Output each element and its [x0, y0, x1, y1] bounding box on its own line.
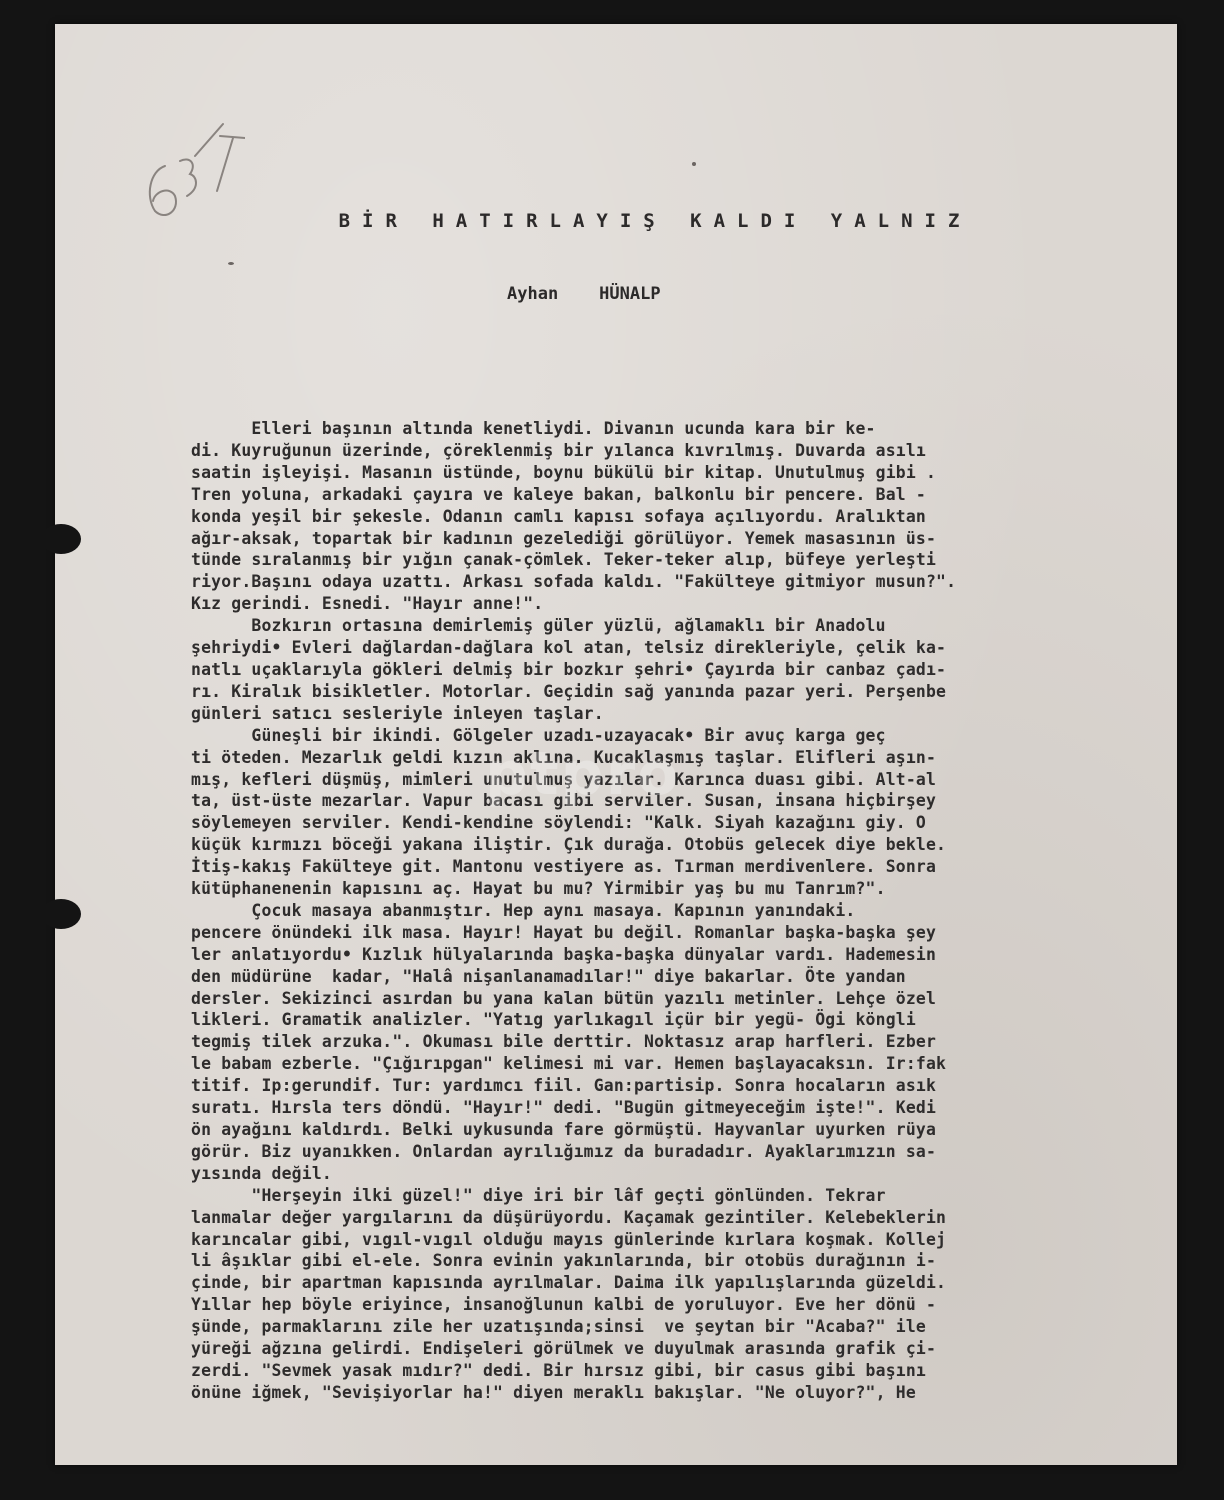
author-line: [507, 284, 661, 304]
text-line: "Herşeyin ilki güzel!" diye iri bir lâf geçti gönlünden. Tekrar: [191, 1185, 886, 1205]
text-line: le babam ezberle. "Çığırıpgan" kelimesi mi var. Hemen başlayacaksın. Ir:fak: [191, 1054, 947, 1074]
text-line: görür. Biz uyanıkken. Onlardan ayrılığımız da buradadır. Ayaklarımızın sa-: [191, 1141, 937, 1161]
author-first-name: Ayhan: [507, 284, 559, 304]
body-text: [191, 418, 1151, 1404]
text-line: ti öteden. Mezarlık geldi kızın aklına. Kucaklaşmış taşlar. Elifleri aşın-: [191, 747, 937, 767]
text-line: suratı. Hırsla ters döndü. "Hayır!" dedi. "Bugün gitmeyeceğim işte!". Kedi: [191, 1098, 937, 1118]
text-line: rı. Kiralık bisikletler. Motorlar. Geçidin sağ yanında pazar yeri. Perşenbe: [191, 681, 947, 701]
text-line: günleri satıcı sesleriyle inleyen taşlar.: [191, 703, 604, 723]
text-line: çinde, bir apartman kapısında ayrılmalar. Daima ilk yapılışlarında güzeldi.: [191, 1273, 947, 1293]
text-line: İtiş-kakış Fakülteye git. Mantonu vestiyere as. Tırman merdivenlere. Sonra: [191, 857, 937, 877]
text-line: lanmalar değer yargılarını da düşürüyordu. Kaçamak gezintiler. Kelebeklerin: [191, 1207, 947, 1227]
text-line: mış, kefleri düşmüş, mimleri unutulmuş yazılar. Karınca duası gibi. Alt-al: [191, 769, 937, 789]
text-line: den müdürüne kadar, "Halâ nişanlanamadılar!" diye bakarlar. Öte yandan: [191, 966, 906, 986]
text-line: yüreği ağzına gelirdi. Endişeleri görülmek ve duyulmak arasında grafik çi-: [191, 1339, 937, 1359]
ink-speck: [692, 162, 696, 166]
text-line: şehriydi• Evleri dağlardan-dağlara kol atan, telsiz direkleriyle, çelik ka-: [191, 638, 947, 658]
text-line: Tren yoluna, arkadaki çayıra ve kaleye bakan, balkonlu bir pencere. Bal -: [191, 484, 926, 504]
text-line: Yıllar hep böyle eriyince, insanoğlunun kalbi de yoruluyor. Eve her dönü -: [191, 1295, 937, 1315]
text-line: Bozkırın ortasına demirlemiş güler yüzlü, ağlamaklı bir Anadolu: [191, 616, 886, 636]
text-line: saatin işleyişi. Masanın üstünde, boynu bükülü bir kitap. Unutulmuş gibi .: [191, 462, 937, 482]
text-line: karıncalar gibi, vıgıl-vıgıl olduğu mayıs günlerinde kırlara koşmak. Kollej: [191, 1229, 947, 1249]
text-line: natlı uçaklarıyla gökleri delmiş bir bozkır şehri• Çayırda bir canbaz çadı-: [191, 659, 947, 679]
text-line: küçük kırmızı böceği yakana iliştir. Çık durağa. Otobüs gelecek diye bekle.: [191, 835, 947, 855]
ink-speck: [228, 262, 234, 265]
text-line: önüne iğmek, "Sevişiyorlar ha!" diyen meraklı bakışlar. "Ne oluyor?", He: [191, 1382, 916, 1402]
text-line: ta, üst-üste mezarlar. Vapur bacası gibi serviler. Susan, insana hiçbirşey: [191, 791, 937, 811]
text-line: konda yeşil bir şekesle. Odanın camlı kapısı sofaya açılıyordu. Aralıktan: [191, 506, 926, 526]
text-line: ön ayağını kaldırdı. Belki uykusunda fare görmüştü. Hayvanlar uyurken rüya: [191, 1120, 937, 1139]
text-line: di. Kuyruğunun üzerinde, çöreklenmiş bir yılanca kıvrılmış. Duvarda asılı: [191, 440, 926, 460]
punch-hole: [41, 899, 81, 929]
text-line: söylemeyen serviler. Kendi-kendine söylendi: "Kalk. Siyah kazağını giy. O: [191, 813, 926, 833]
punch-hole: [41, 524, 81, 554]
text-line: Elleri başının altında kenetliydi. Divanın ucunda kara bir ke-: [191, 419, 876, 438]
text-line: dersler. Sekizinci asırdan bu yana kalan bütün yazılı metinler. Lehçe özel: [191, 988, 937, 1008]
text-line: titif. Ip:gerundif. Tur: yardımcı fiil. Gan:partisip. Sonra hocaların asık: [191, 1076, 937, 1096]
text-line: tegmiş tilek arzuka.". Okuması bile derttir. Noktasız arap harfleri. Ezber: [191, 1032, 937, 1052]
text-line: zerdi. "Sevmek yasak mıdır?" dedi. Bir hırsız gibi, bir casus gibi başını: [191, 1360, 926, 1380]
text-line: pencere önündeki ilk masa. Hayır! Hayat bu değil. Romanlar başka-başka şey: [191, 922, 937, 942]
text-line: Güneşli bir ikindi. Gölgeler uzadı-uzayacak• Bir avuç karga geç: [191, 725, 886, 745]
text-line: kütüphanenenin kapısını aç. Hayat bu mu? Yirmibir yaş bu mu Tanrım?".: [191, 879, 886, 899]
text-line: likleri. Gramatik analizler. "Yatıg yarlıkagıl içür bir yegü- Ögi köngli: [191, 1010, 916, 1030]
watermark: ptpro: [485, 739, 681, 809]
text-line: Kız gerindi. Esnedi. "Hayır anne!".: [191, 594, 544, 614]
text-line: riyor.Başını odaya uzattı. Arkası sofada kaldı. "Fakülteye gitmiyor musun?".: [191, 572, 957, 592]
text-line: ağır-aksak, topartak bir kadının gezelediği görülüyor. Yemek masasının üs-: [191, 528, 937, 548]
typewritten-page: [55, 24, 1177, 1465]
author-last-name: HÜNALP: [599, 284, 661, 304]
text-line: tünde sıralanmış bir yığın çanak-çömlek. Teker-teker alıp, büfeye yerleşti: [191, 550, 937, 570]
text-line: li âşıklar gibi el-ele. Sonra evinin yakınlarında, bir otobüs durağının i-: [191, 1251, 937, 1271]
document-title: BİR HATIRLAYIŞ KALDI YALNIZ: [338, 210, 972, 232]
text-line: yısında değil.: [191, 1163, 332, 1183]
text-line: şünde, parmaklarını zile her uzatışında;sinsi ve şeytan bir "Acaba?" ile: [191, 1317, 926, 1337]
text-line: ler anlatıyordu• Kızlık hülyalarında başka-başka dünyalar vardı. Hademesin: [191, 944, 937, 964]
text-line: Çocuk masaya abanmıştır. Hep aynı masaya. Kapının yanındaki.: [191, 900, 856, 920]
